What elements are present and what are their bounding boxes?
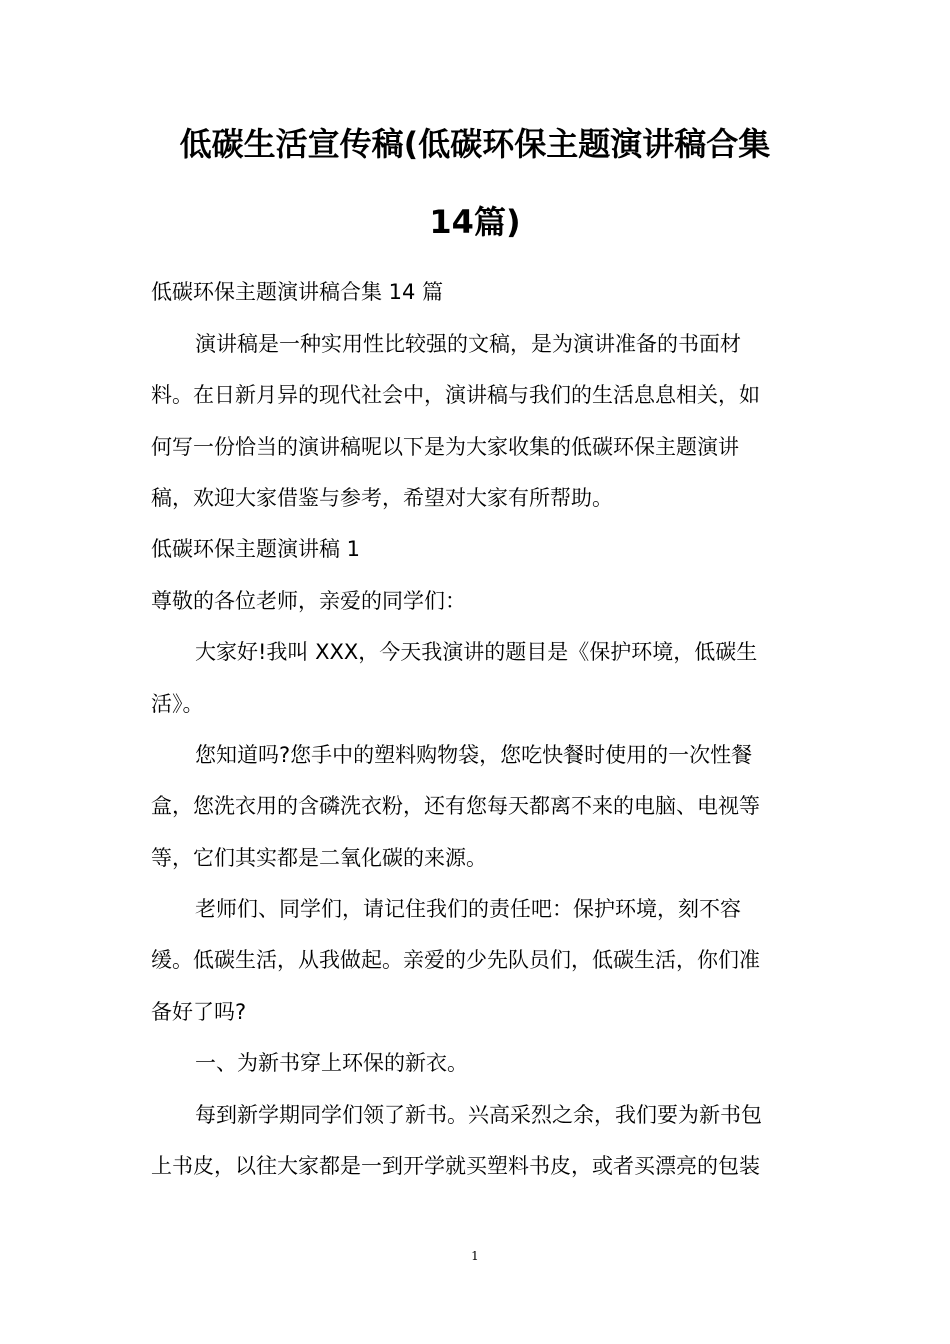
text-line: 缓。低碳生活，从我做起。亲爱的少先队员们，低碳生活，你们准 [151,948,760,972]
section-heading: 低碳环保主题演讲稿 1 [151,537,361,561]
text-line: 上书皮，以往大家都是一到开学就买塑料书皮，或者买漂亮的包装 [151,1154,760,1178]
subtitle: 低碳环保主题演讲稿合集 14 篇 [151,280,444,304]
document-title-line-2: 14篇) [429,203,521,241]
text-line: 何写一份恰当的演讲稿呢以下是为大家收集的低碳环保主题演讲 [151,435,739,459]
text-line: 活》。 [151,692,204,716]
text-line: 您知道吗?您手中的塑料购物袋，您吃快餐时使用的一次性餐 [195,743,753,767]
text-line: 大家好!我叫 XXX，今天我演讲的题目是《保护环境，低碳生 [195,640,758,664]
text-line: 老师们、同学们，请记住我们的责任吧：保护环境，刻不容 [195,897,741,921]
document-title-line-1: 低碳生活宣传稿(低碳环保主题演讲稿合集 [179,125,771,163]
text-line: 一、为新书穿上环保的新衣。 [195,1051,468,1075]
salutation: 尊敬的各位老师，亲爱的同学们： [151,589,466,613]
text-line: 料。在日新月异的现代社会中，演讲稿与我们的生活息息相关，如 [151,383,760,407]
text-line: 每到新学期同学们领了新书。兴高采烈之余，我们要为新书包 [195,1103,762,1127]
page-number: 1 [471,1249,479,1263]
text-line: 演讲稿是一种实用性比较强的文稿，是为演讲准备的书面材 [195,332,741,356]
text-line: 盒，您洗衣用的含磷洗衣粉，还有您每天都离不来的电脑、电视等 [151,794,760,818]
text-line: 稿，欢迎大家借鉴与参考，希望对大家有所帮助。 [151,486,613,510]
text-line: 等，它们其实都是二氧化碳的来源。 [151,846,487,870]
text-line: 备好了吗? [151,1000,247,1024]
